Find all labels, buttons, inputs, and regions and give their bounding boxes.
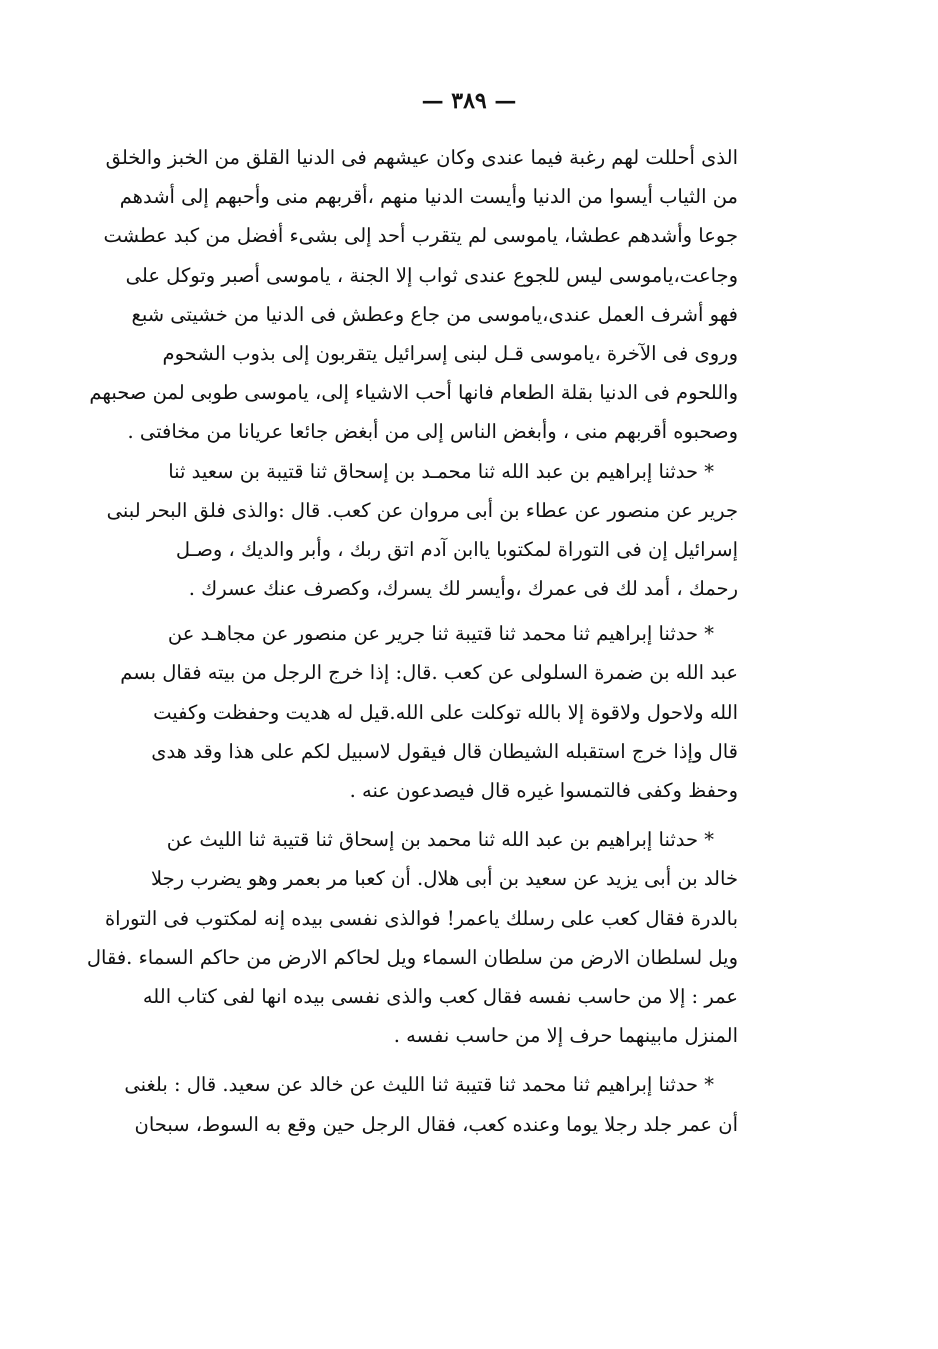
text-line: وروى فى الآخرة ،ياموسى قـل لبنى إسرائيل يتقربون إلى بذوب الشحوم: [162, 341, 738, 365]
paragraph: [120, 614, 738, 810]
text-line: رحمك ، أمد لك فى عمرك ،وأيسر لك يسرك، وكصرف عنك عسرك .: [188, 577, 738, 601]
text-line: قال وإذا خرج استقبله الشيطان قال فيقول لاسبيل لكم على هذا وقد هدى: [151, 739, 738, 763]
text-line: وحفظ وكفى فالتمسوا غيره قال فيصدعون عنه .: [349, 779, 738, 802]
paragraph: [86, 820, 738, 1055]
paragraph: [106, 452, 738, 609]
page-number: — ٣٨٩ —: [421, 88, 517, 114]
paragraph: [89, 138, 738, 452]
text-line: جرير عن منصور عن عطاء بن أبى مروان عن كعب. قال :والذى فلق البحر لبنى: [106, 498, 738, 522]
text-line: الذى أحللت لهم رغبة فيما عندى وكان عيشهم فى الدنيا القلق من الخبز والخلق: [105, 146, 738, 169]
text-line: واللحوم فى الدنيا بقلة الطعام فانها أحب الاشياء إلى، ياموسى طوبى لمن صحبهم: [89, 381, 738, 405]
text-line: * حدثنا إبراهيم بن عبد الله ثنا محمد بن إسحاق ثنا قتيبة ثنا الليث عن: [166, 828, 714, 852]
text-line: عبد الله بن ضمرة السلولى عن كعب .قال: إذا خرج الرجل من بيته فقال بسم: [120, 661, 738, 685]
text-line: جوعا وأشدهم عطشا، ياموسى لم يتقرب أحد إلى بشىء أفضل من كبد عطشت: [103, 224, 738, 248]
text-line: من الثياب أيسوا من الدنيا وأيست الدنيا منهم ،أقربهم منى وأحبهم إلى أشدهم: [119, 185, 738, 209]
text-line: أن عمر جلد رجلا يوما وعنده كعب، فقال الرجل حين وقع به السوط، سبحان: [134, 1112, 738, 1136]
text-line: خالد بن أبى يزيد عن سعيد بن أبى هلال. أن كعبا مر بعمر وهو يضرب رجلا: [150, 867, 738, 891]
text-line: * حدثنا إبراهيم ثنا محمد ثنا قتيبة ثنا الليث عن خالد عن سعيد. قال : بلغنى: [124, 1073, 714, 1097]
body-text: [86, 138, 738, 1144]
text-line: المنزل مابينهما حرف إلا من حاسب نفسه .: [393, 1024, 738, 1048]
text-line: إسرائيل إن فى التوراة لمكتوبا ياابن آدم اتق ربك ، وأبر والديك ، وصـل: [175, 537, 738, 561]
text-line: وجاعت،ياموسى ليس للجوع عندى ثواب إلا الجنة ، ياموسى أصبر وتوكل على: [125, 263, 738, 287]
text-line: وصحبوه أقربهم منى ، وأبغض الناس إلى من أبغض جائعا عريانا من مخافتى .: [127, 420, 738, 444]
text-line: * حدثنا إبراهيم ثنا محمد ثنا قتيبة ثنا جرير عن منصور عن مجاهـد عن: [167, 622, 714, 646]
text-line: * حدثنا إبراهيم بن عبد الله ثنا محمـد بن إسحاق ثنا قتيبة بن سعيد ثنا: [168, 459, 714, 483]
text-line: ويل لسلطان الارض من سلطان السماء ويل لحاكم الارض من حاكم السماء .فقال: [86, 945, 738, 969]
text-line: الله ولاحول ولاقوة إلا بالله توكلت على الله.قيل له هديت وحفظت وكفيت: [153, 700, 738, 724]
text-line: بالدرة فقال كعب على رسلك ياعمر! فوالذى نفسى بيده إنه لمكتوب فى التوراة: [104, 906, 738, 930]
paragraph: [124, 1065, 738, 1143]
text-line: فهو أشرف العمل عندى،ياموسى من جاع وعطش فى الدنيا من خشيتى شبع: [131, 302, 738, 326]
text-line: عمر : إلا من حاسب نفسه فقال كعب والذى نفسى بيده انها لفى كتاب الله: [142, 984, 738, 1008]
